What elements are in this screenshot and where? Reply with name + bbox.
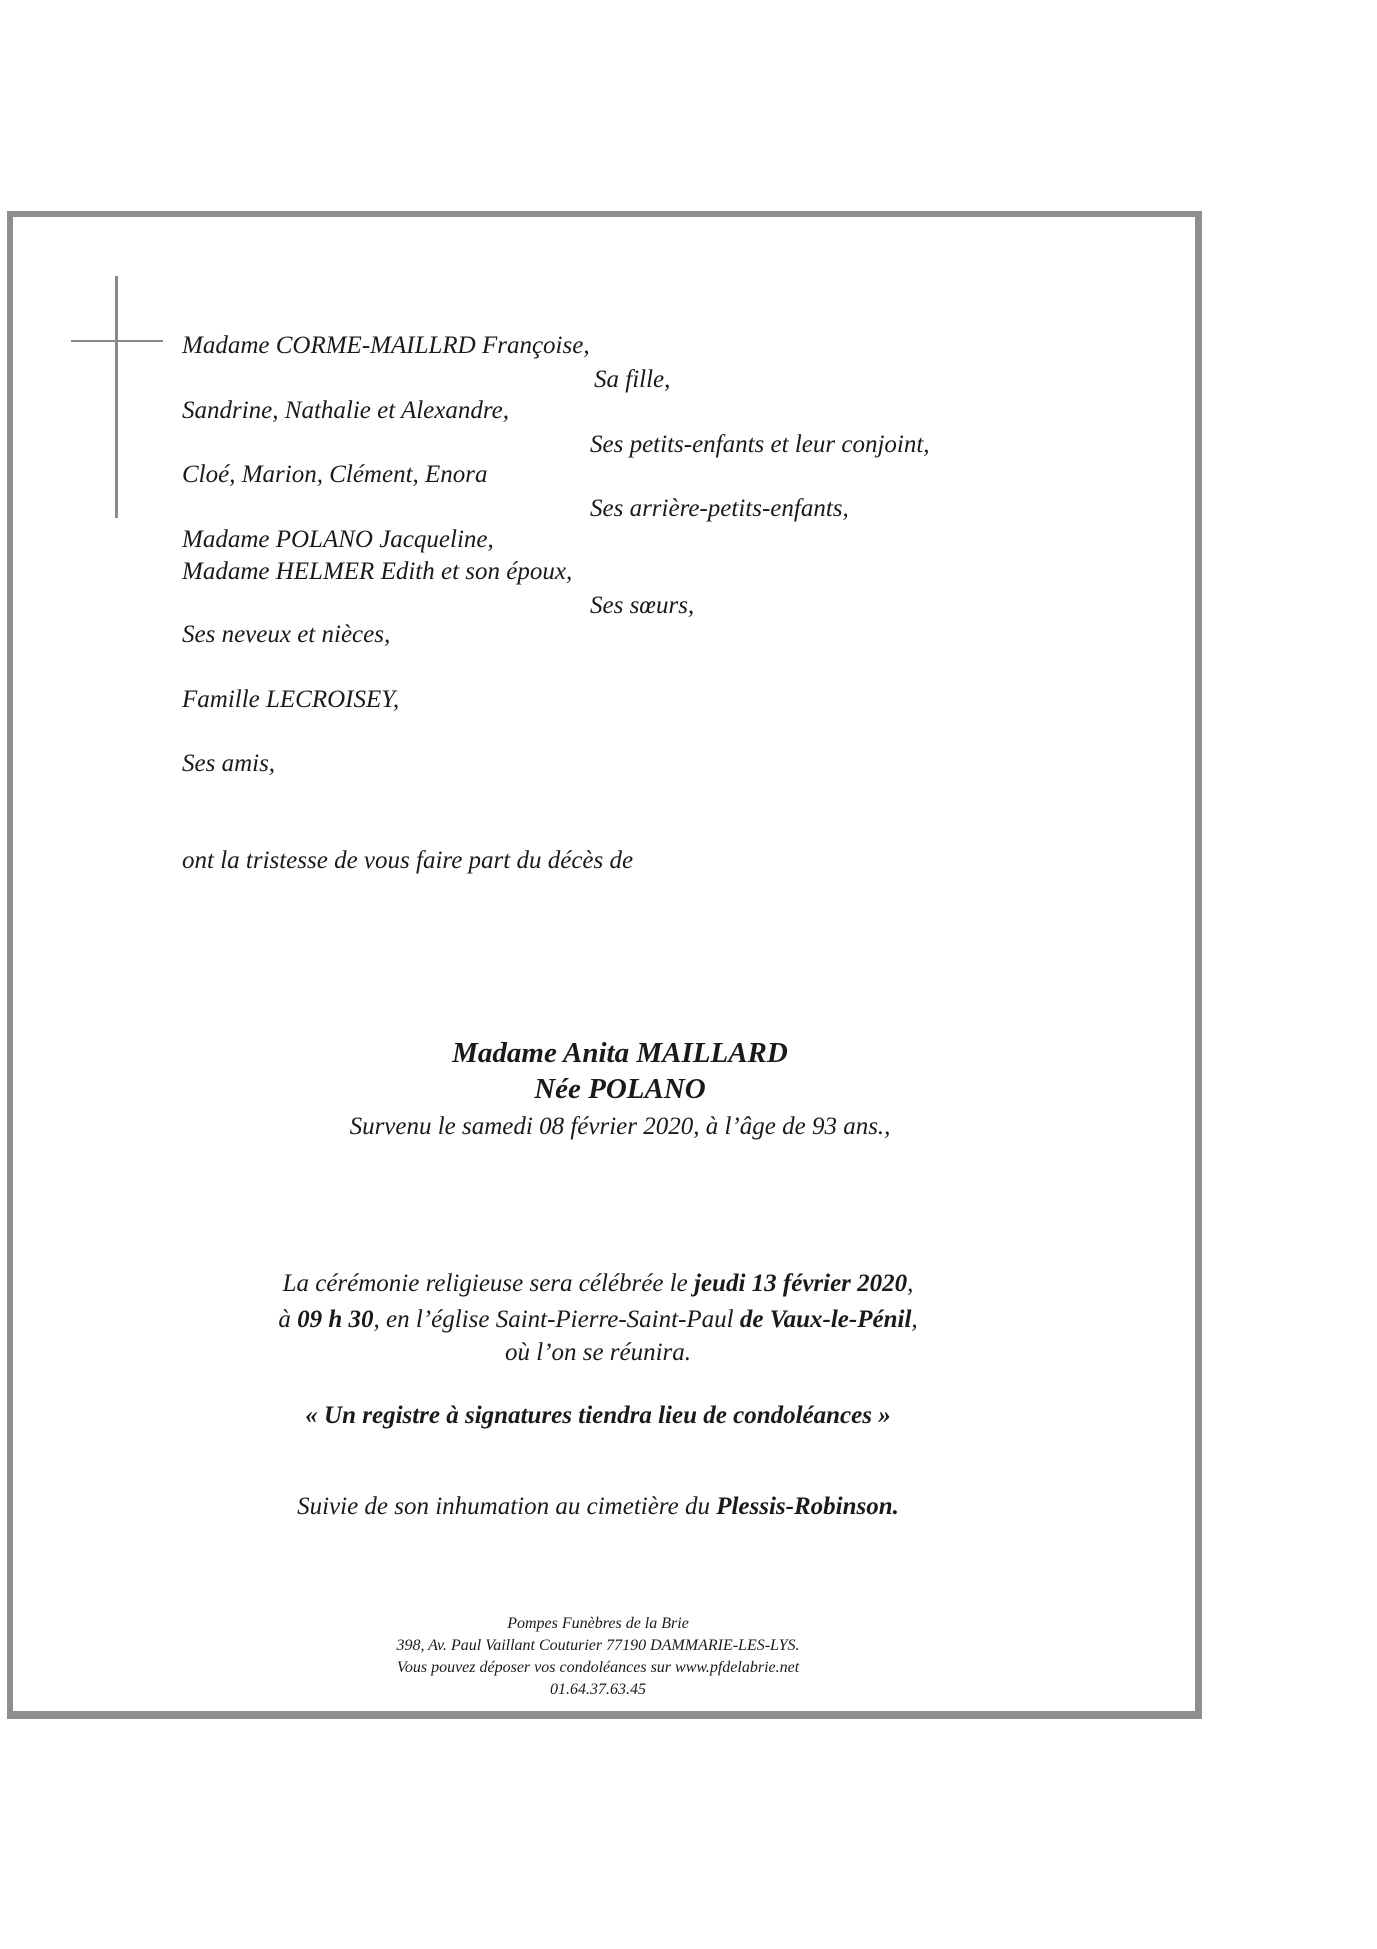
family-line-1: Madame CORME-MAILLRD Françoise, (182, 332, 590, 359)
cross-icon-bar (71, 340, 163, 342)
family-role-1: Sa fille, (594, 366, 671, 393)
burial-place: Plessis-Robinson. (716, 1493, 899, 1520)
family-line-8: Ses amis, (182, 750, 276, 777)
family-role-3: Ses arrière-petits-enfants, (590, 495, 849, 522)
family-line-5: Madame HELMER Edith et son époux, (182, 558, 573, 585)
family-role-2: Ses petits-enfants et leur conjoint, (590, 431, 930, 458)
deceased-date-line: Survenu le samedi 08 février 2020, à l’âge de 93 ans., (349, 1113, 891, 1140)
cross-icon (115, 276, 118, 518)
footer-phone: 01.64.37.63.45 (550, 1681, 646, 1698)
announcement-text: ont la tristesse de vous faire part du décès de (182, 847, 634, 874)
family-line-3: Cloé, Marion, Clément, Enora (182, 461, 488, 488)
family-line-7: Famille LECROISEY, (182, 686, 400, 713)
ceremony-line-3: où l’on se réunira. (504, 1339, 692, 1366)
ceremony-line-2: à 09 h 30, en l’église Saint-Pierre-Saint-Paul de Vaux-le-Pénil, (278, 1306, 918, 1333)
ceremony-place: de Vaux-le-Pénil (739, 1306, 912, 1333)
deceased-name: Madame Anita MAILLARD (452, 1037, 788, 1069)
burial-line: Suivie de son inhumation au cimetière du Plessis-Robinson. (297, 1493, 899, 1520)
footer-company: Pompes Funèbres de la Brie (507, 1615, 689, 1632)
footer-address: 398, Av. Paul Vaillant Couturier 77190 DAMMARIE-LES-LYS. (396, 1637, 800, 1654)
family-line-6: Ses neveux et nièces, (182, 621, 391, 648)
ceremony-line-1: La cérémonie religieuse sera célébrée le jeudi 13 février 2020, (282, 1270, 914, 1297)
ceremony-time: 09 h 30 (297, 1306, 374, 1333)
footer-website: Vous pouvez déposer vos condoléances sur www.pfdelabrie.net (396, 1659, 800, 1676)
ceremony-date: jeudi 13 février 2020 (694, 1270, 908, 1297)
family-line-2: Sandrine, Nathalie et Alexandre, (182, 397, 510, 424)
deceased-maiden-name: Née POLANO (534, 1073, 706, 1105)
family-line-4: Madame POLANO Jacqueline, (182, 526, 494, 553)
family-role-4: Ses sœurs, (590, 592, 695, 619)
registry-notice: « Un registre à signatures tiendra lieu de condoléances » (305, 1402, 891, 1429)
